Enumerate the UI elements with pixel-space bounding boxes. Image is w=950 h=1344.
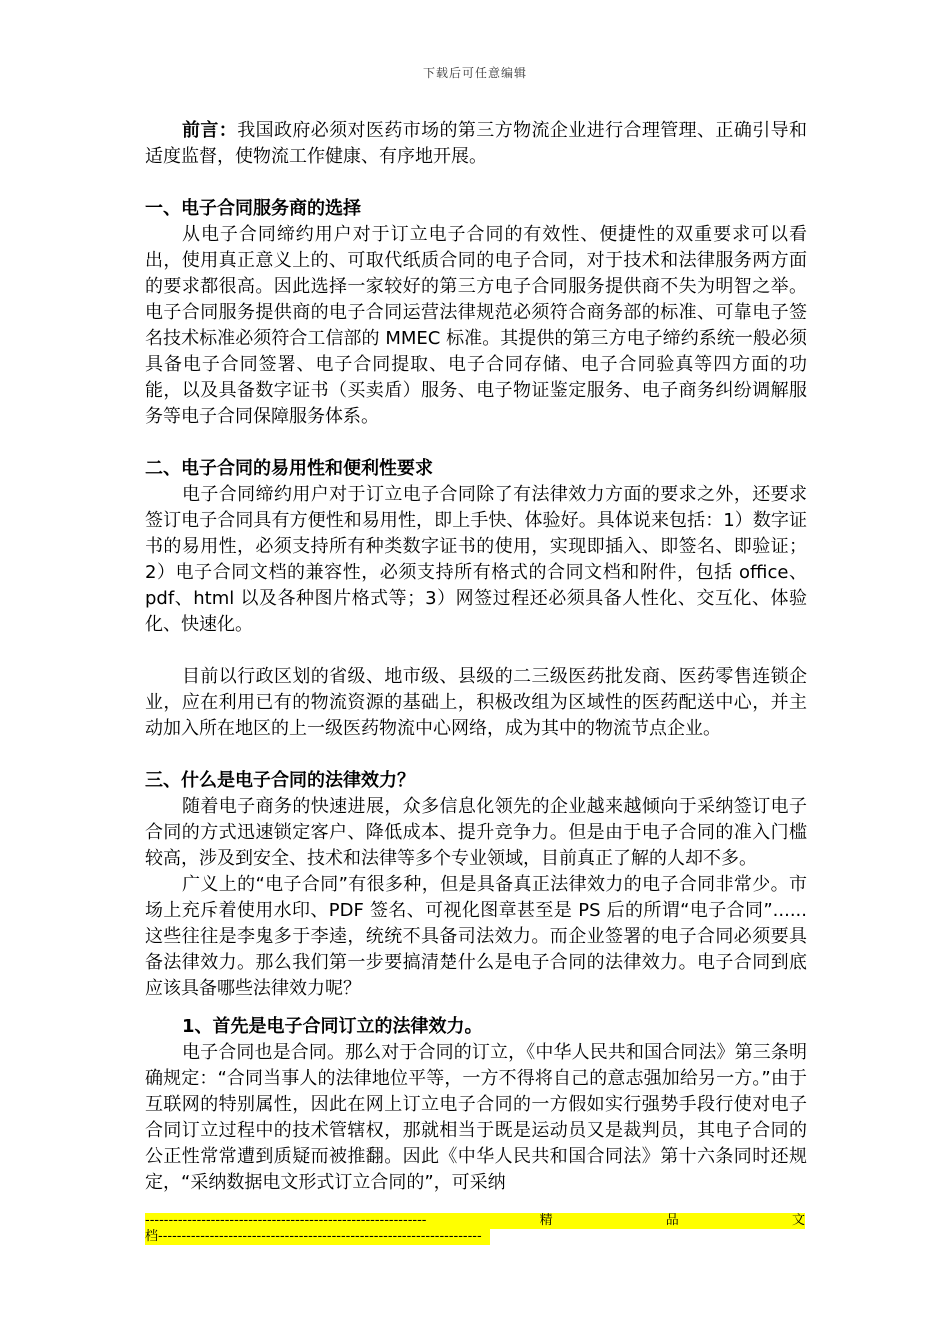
footer-char-wen: 文 xyxy=(791,1213,805,1228)
section3-paragraph3: 电子合同也是合同。那么对于合同的订立，《中华人民共和国合同法》第三条明确规定：“合同当事人的法律地位平等，一方不得将自己的意志强加给另一方。”由于互联网的特别属性，因此在网上订立电子合同的一方假如实行强势手段行使对电子合同订立过程中的技术管辖权，那就相当于既是运动员又是裁判员，其电子合同的公正性常常遭到质疑而被推翻。因此《中华人民共和国合同法》第十六条同时还规定，“采纳数据电文形式订立合同的”，可采纳 xyxy=(145,1042,807,1193)
preface-paragraph xyxy=(145,118,807,170)
footer-banner-line2: 档--------------------------------------------------------------------- xyxy=(145,1229,490,1245)
spacer xyxy=(145,170,807,196)
preface-text: 我国政府必须对医药市场的第三方物流企业进行合理管理、正确引导和适度监督，使物流工作健康、有序地开展。 xyxy=(145,120,808,167)
spacer xyxy=(145,430,807,456)
spacer xyxy=(145,742,807,768)
footer-char-jing: 精 xyxy=(539,1213,553,1228)
section1-heading: 一、电子合同服务商的选择 xyxy=(145,198,361,219)
section2-heading: 二、电子合同的易用性和便利性要求 xyxy=(145,458,433,479)
footer-banner-line1 xyxy=(145,1213,805,1229)
preface-label: 前言： xyxy=(182,120,238,141)
footer-dashes: ------------------------------------------------------------ xyxy=(145,1213,427,1228)
section1-paragraph: 从电子合同缔约用户对于订立电子合同的有效性、便捷性的双重要求可以看出，使用真正意义上的、可取代纸质合同的电子合同，对于技术和法律服务两方面的要求都很高。因此选择一家较好的第三方电子合同服务提供商不失为明智之举。电子合同服务提供商的电子合同运营法律规范必须符合商务部的标准、可靠电子签名技术标准必须符合工信部的 MMEC 标准。其提供的第三方电子缔约系统一般必须具备电子合同签署、电子合同提取、电子合同存储、电子合同验真等四方面的功能，以及具备数字证书（买卖盾）服务、电子物证鉴定服务、电子商务纠纷调解服务等电子合同保障服务体系。 xyxy=(145,224,807,427)
spacer xyxy=(145,638,807,664)
page-header: 下载后可任意编辑 xyxy=(422,66,527,80)
page-footer xyxy=(145,1213,805,1250)
section2-paragraph2: 目前以行政区划的省级、地市级、县级的二三级医药批发商、医药零售连锁企业，应在利用已有的物流资源的基础上，积极改组为区域性的医药配送中心，并主动加入所在地区的上一级医药物流中心网络，成为其中的物流节点企业。 xyxy=(145,666,807,739)
section3-paragraph1: 随着电子商务的快速进展，众多信息化领先的企业越来越倾向于采纳签订电子合同的方式迅速锁定客户、降低成本、提升竞争力。但是由于电子合同的准入门槛较高，涉及到安全、技术和法律等多个专业领域，目前真正了解的人却不多。 xyxy=(145,796,807,869)
footer-char-pin: 品 xyxy=(665,1213,679,1228)
section2-paragraph: 电子合同缔约用户对于订立电子合同除了有法律效力方面的要求之外，还要求签订电子合同具有方便性和易用性，即上手快、体验好。具体说来包括：1）数字证书的易用性，必须支持所有种类数字证书的使用，实现即插入、即签名、即验证；2）电子合同文档的兼容性，必须支持所有格式的合同文档和附件，包括 office、pdf、html 以及各种图片格式等；3）网签过程还必须具备人性化、交互化、体验化、快速化。 xyxy=(145,484,807,635)
spacer xyxy=(145,1002,807,1014)
section3-paragraph2: 广义上的“电子合同”有很多种，但是具备真正法律效力的电子合同非常少。市场上充斥着使用水印、PDF 签名、可视化图章甚至是 PS 后的所谓“电子合同”......这些往往是李鬼多于李逵，统统不具备司法效力。而企业签署的电子合同必须要具备法律效力。那么我们第一步要搞清楚什么是电子合同的法律效力。电子合同到底应该具备哪些法律效力呢？ xyxy=(145,874,807,999)
section3-subheading: 1、首先是电子合同订立的法律效力。 xyxy=(182,1016,483,1037)
document-body xyxy=(145,118,807,1196)
section3-heading: 三、什么是电子合同的法律效力？ xyxy=(145,770,415,791)
